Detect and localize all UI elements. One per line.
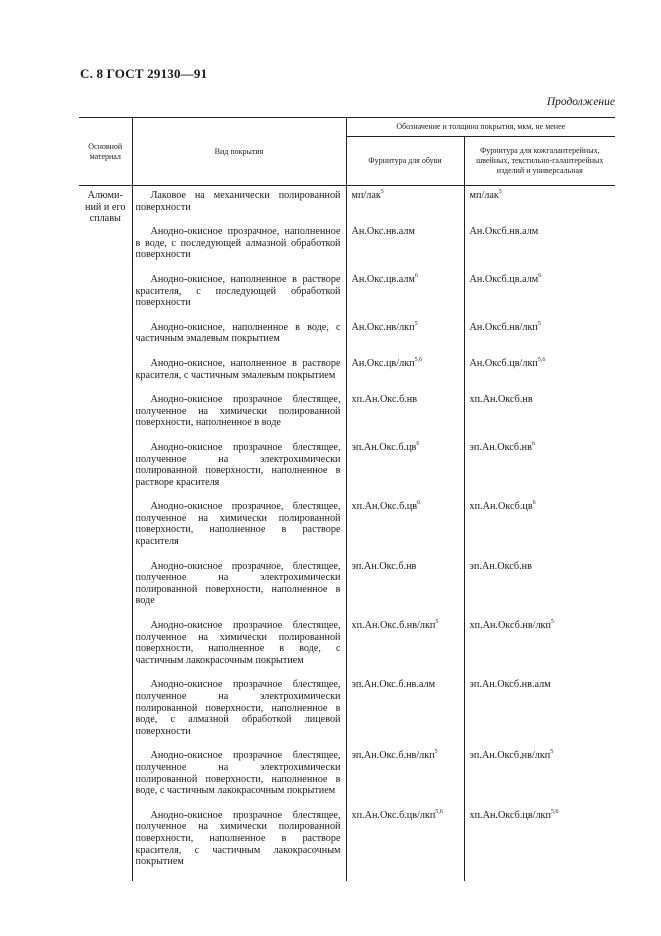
coating-type-cell: Анодно-окисное прозрачное блестящее, полученное на электрохимически полированной поверхности, наполненное в воде, с частичным лакокрасочным покрытием: [132, 750, 346, 809]
coating-type-cell: Анодно-окисное прозрачное, наполненное в воде, с последующей алмазной обработкой поверхности: [132, 226, 346, 274]
universal-designation-cell: Ан.Оксб.нв.алм: [464, 226, 615, 274]
table-row: [79, 226, 615, 274]
universal-designation-cell: хп.Ан.Оксб.нв: [464, 394, 615, 442]
universal-designation-cell: Ан.Оксб.цв.алм$^6$: [464, 274, 615, 322]
universal-designation-cell: $хп.Ан.Оксб.цв^6$: [464, 501, 615, 560]
coating-type-cell: Анодно-окисное прозрачное блестящее, полученное на электрохимически полированной поверхности, наполненное в воде, с алмазной обработкой лицевой поверхности: [132, 679, 346, 750]
footwear-designation-cell: $эп.Ан.Окс.б.цв^6$: [346, 442, 464, 501]
base-material-cell: Алюминий и его сплавы: [85, 190, 126, 225]
universal-designation-cell: хп.Ан.Оксб.цв/лкп$^{5,6}$: [464, 810, 615, 881]
table-row: [79, 810, 615, 881]
coating-type-cell: Анодно-окисное прозрачное блестящее, полученное на химически полированной поверхности, наполненное в растворе красителя, с частичным лакокрасочным покрытием: [132, 810, 346, 881]
table-row: [79, 358, 615, 394]
footwear-designation-cell: мп/лак$^5$: [346, 186, 464, 227]
table-row: [79, 322, 615, 358]
universal-designation-cell: эп.Ан.Оксб.нв/лкп$^5$: [464, 750, 615, 809]
table-row: [79, 561, 615, 620]
footwear-designation-cell: эп.Ан.Окс.б.нв/лкп$^5$: [346, 750, 464, 809]
footwear-designation-cell: хп.Ан.Окс.б.цв/лкп$^{5,6}$: [346, 810, 464, 881]
footwear-designation-cell: Ан.Окс.нв/лкп$^5$: [346, 322, 464, 358]
footwear-designation-cell: $хп.Ан.Окс.б.цв^6$: [346, 501, 464, 560]
universal-designation-cell: мп/лак$^5$: [464, 186, 615, 227]
footwear-designation-cell: Ан.Окс.цв.алм$^6$: [346, 274, 464, 322]
coating-type-cell: Анодно-окисное прозрачное, блестящее, полученное на электрохимически полированной поверхности, наполненное в воде: [132, 561, 346, 620]
footwear-designation-cell: эп.Ан.Окс.б.нв.алм: [346, 679, 464, 750]
coating-type-cell: Анодно-окисное прозрачное блестящее, полученное на химически полированной поверхности, наполненное в воде, с частичным лакокрасочным покрытием: [132, 620, 346, 679]
footwear-designation-cell: хп.Ан.Окс.б.нв/лкп$^5$: [346, 620, 464, 679]
table-row: [79, 394, 615, 442]
universal-designation-cell: эп.Ан.Оксб.нв: [464, 561, 615, 620]
coating-type-cell: Анодно-окисное, наполненное в воде, с частичным эмалевым покрытием: [132, 322, 346, 358]
col-header-designation: Обозначение и толщина покрытия, мкм, не менее: [346, 118, 615, 137]
table-row: [79, 750, 615, 809]
table-row: [79, 186, 615, 227]
coating-type-cell: Анодно-окисное прозрачное блестящее, полученное на химически полированной поверхности, наполненное в воде: [132, 394, 346, 442]
table-row: [79, 620, 615, 679]
table-row: [79, 501, 615, 560]
coatings-table: [79, 117, 615, 881]
universal-designation-cell: Ан.Оксб.цв/лкп$^{5,6}$: [464, 358, 615, 394]
table-row: [79, 679, 615, 750]
page-title: С. 8 ГОСТ 29130—91: [80, 66, 208, 81]
universal-designation-cell: эп.Ан.Оксб.нв.алм: [464, 679, 615, 750]
universal-designation-cell: $эп.Ан.Оксб.нв^6$: [464, 442, 615, 501]
footwear-designation-cell: Ан.Окс.цв/лкп$^{5,6}$: [346, 358, 464, 394]
universal-designation-cell: Ан.Оксб.нв/лкп$^5$: [464, 322, 615, 358]
table-row: [79, 442, 615, 501]
col-header-footwear: Фурнитура для обуви: [346, 137, 464, 186]
footwear-designation-cell: эп.Ан.Окс.б.нв: [346, 561, 464, 620]
col-header-base-material: Основной материал: [79, 118, 132, 186]
coating-type-cell: Лаковое на механически полированной поверхности: [132, 186, 346, 227]
col-header-leather-goods: Фурнитура для кожгалантерейных, швейных, текстильно-галантерейных изделий и универсальная: [464, 137, 615, 186]
table-row: [79, 274, 615, 322]
coating-type-cell: Анодно-окисное прозрачное, блестящее, полученное на химически полированной поверхности, наполненное в растворе красителя: [132, 501, 346, 560]
col-header-coating-type: Вид покрытия: [132, 118, 346, 186]
coating-type-cell: Анодно-окисное, наполненное в растворе красителя, с последующей обработкой поверхности: [132, 274, 346, 322]
coating-type-cell: Анодно-окисное, наполненное в растворе красителя, с частичным эмалевым покрытием: [132, 358, 346, 394]
continuation-label: Продолжение: [546, 96, 615, 108]
coating-type-cell: Анодно-окисное прозрачное блестящее, полученное на электрохимически полированной поверхности, наполненное в растворе красителя: [132, 442, 346, 501]
footwear-designation-cell: Ан.Окс.нв.алм: [346, 226, 464, 274]
footwear-designation-cell: хп.Ан.Окс.б.нв: [346, 394, 464, 442]
universal-designation-cell: хп.Ан.Оксб.нв/лкп$^5$: [464, 620, 615, 679]
